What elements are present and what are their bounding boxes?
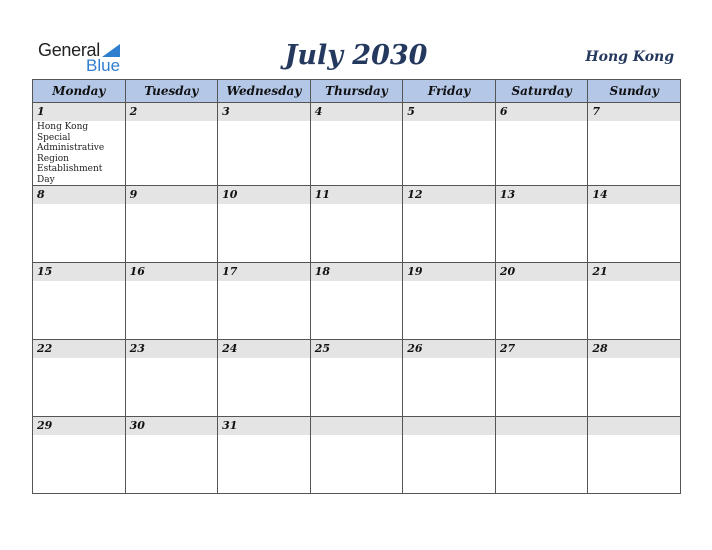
day-cell bbox=[310, 263, 403, 340]
day-number: 30 bbox=[126, 417, 218, 435]
weekday-header-row bbox=[33, 80, 681, 103]
day-number bbox=[311, 417, 403, 435]
day-cell bbox=[33, 186, 126, 263]
week-row bbox=[33, 103, 681, 186]
day-number: 4 bbox=[311, 103, 403, 121]
day-number: 20 bbox=[496, 263, 588, 281]
day-cell bbox=[588, 417, 681, 494]
week-row bbox=[33, 417, 681, 494]
day-number: 14 bbox=[588, 186, 680, 204]
day-number: 18 bbox=[311, 263, 403, 281]
day-cell bbox=[125, 340, 218, 417]
day-number: 16 bbox=[126, 263, 218, 281]
day-cell bbox=[403, 103, 496, 186]
calendar-title: July 2030 bbox=[284, 40, 428, 71]
weekday-header: Sunday bbox=[588, 80, 681, 103]
calendar-grid bbox=[32, 79, 681, 494]
day-number: 23 bbox=[126, 340, 218, 358]
day-number: 13 bbox=[496, 186, 588, 204]
weekday-header: Wednesday bbox=[218, 80, 311, 103]
day-number: 7 bbox=[588, 103, 680, 121]
day-number: 25 bbox=[311, 340, 403, 358]
day-cell bbox=[495, 103, 588, 186]
day-cell bbox=[125, 186, 218, 263]
weekday-header: Friday bbox=[403, 80, 496, 103]
week-row bbox=[33, 340, 681, 417]
day-cell bbox=[125, 103, 218, 186]
day-number: 24 bbox=[218, 340, 310, 358]
day-cell bbox=[125, 263, 218, 340]
day-cell bbox=[495, 263, 588, 340]
day-cell bbox=[588, 340, 681, 417]
region-label: Hong Kong bbox=[585, 49, 674, 65]
day-number: 1 bbox=[33, 103, 125, 121]
week-row bbox=[33, 186, 681, 263]
day-cell bbox=[403, 340, 496, 417]
day-cell bbox=[310, 340, 403, 417]
day-cell bbox=[218, 186, 311, 263]
day-number: 29 bbox=[33, 417, 125, 435]
day-number bbox=[588, 417, 680, 435]
holiday-event: Hong Kong Special Administrative Region Establishment Day bbox=[37, 122, 105, 185]
day-number: 3 bbox=[218, 103, 310, 121]
day-number: 6 bbox=[496, 103, 588, 121]
weekday-header: Thursday bbox=[310, 80, 403, 103]
day-number bbox=[496, 417, 588, 435]
day-number bbox=[403, 417, 495, 435]
day-cell bbox=[218, 263, 311, 340]
day-number: 15 bbox=[33, 263, 125, 281]
day-cell bbox=[495, 340, 588, 417]
day-cell bbox=[310, 103, 403, 186]
day-cell bbox=[588, 186, 681, 263]
day-number: 22 bbox=[33, 340, 125, 358]
day-number: 10 bbox=[218, 186, 310, 204]
day-number: 31 bbox=[218, 417, 310, 435]
day-cell bbox=[218, 417, 311, 494]
day-cell bbox=[310, 186, 403, 263]
day-cell bbox=[403, 186, 496, 263]
day-number: 12 bbox=[403, 186, 495, 204]
day-number: 8 bbox=[33, 186, 125, 204]
day-number: 19 bbox=[403, 263, 495, 281]
day-number: 2 bbox=[126, 103, 218, 121]
day-cell bbox=[218, 340, 311, 417]
day-number: 9 bbox=[126, 186, 218, 204]
day-cell bbox=[495, 417, 588, 494]
logo-word-general: General bbox=[38, 40, 100, 60]
weekday-header: Tuesday bbox=[125, 80, 218, 103]
day-number: 28 bbox=[588, 340, 680, 358]
day-cell bbox=[403, 263, 496, 340]
day-cell bbox=[125, 417, 218, 494]
day-cell bbox=[33, 103, 126, 186]
day-number: 11 bbox=[311, 186, 403, 204]
logo-word-blue: Blue bbox=[86, 56, 121, 75]
day-cell bbox=[588, 103, 681, 186]
week-row bbox=[33, 263, 681, 340]
weekday-header: Monday bbox=[33, 80, 126, 103]
day-cell bbox=[33, 417, 126, 494]
day-number: 27 bbox=[496, 340, 588, 358]
day-cell bbox=[403, 417, 496, 494]
day-cell bbox=[495, 186, 588, 263]
day-number: 5 bbox=[403, 103, 495, 121]
day-cell bbox=[33, 263, 126, 340]
day-cell bbox=[218, 103, 311, 186]
weekday-header: Saturday bbox=[495, 80, 588, 103]
day-cell bbox=[588, 263, 681, 340]
day-cell bbox=[310, 417, 403, 494]
day-cell bbox=[33, 340, 126, 417]
day-number: 21 bbox=[588, 263, 680, 281]
day-number: 17 bbox=[218, 263, 310, 281]
day-number: 26 bbox=[403, 340, 495, 358]
